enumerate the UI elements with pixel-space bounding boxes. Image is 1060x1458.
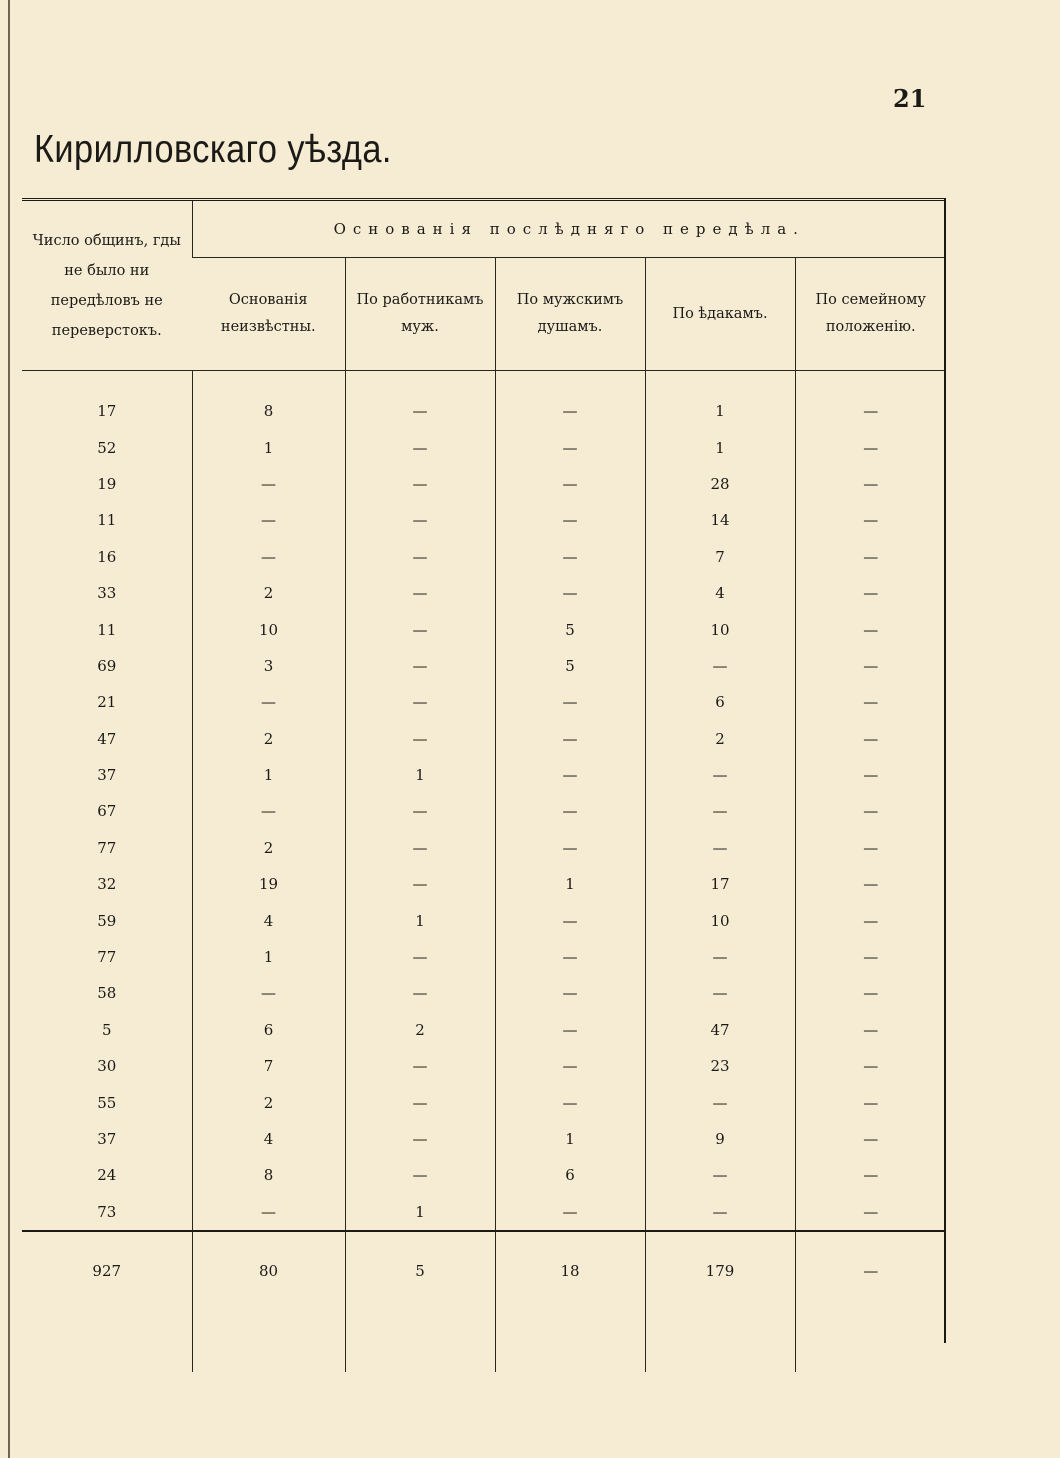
- table-cell: —: [795, 830, 946, 866]
- table-cell: —: [795, 902, 946, 938]
- table-cell: —: [345, 939, 495, 975]
- table-cell: —: [795, 466, 946, 502]
- total-cell: —: [795, 1231, 946, 1372]
- table-cell: 11: [97, 620, 117, 639]
- table-cell: 77: [97, 838, 117, 857]
- table-cell: —: [645, 975, 795, 1011]
- table-cell: 37: [97, 1130, 117, 1148]
- total-cell: 18: [495, 1231, 645, 1372]
- table-cell: 8: [192, 371, 345, 430]
- table-cell: —: [345, 611, 495, 647]
- header-by-male-souls: По мужскимъ душамъ.: [495, 258, 645, 371]
- table-cell: 52: [97, 438, 117, 457]
- table-cell: —: [645, 757, 795, 793]
- table-cell: 1: [345, 1194, 495, 1231]
- table-cell: 58: [97, 984, 117, 1003]
- table-cell: —: [345, 429, 495, 465]
- table-cell: —: [795, 648, 946, 684]
- totals-row: [22, 1231, 946, 1372]
- table-cell: 59: [97, 911, 117, 930]
- table-cell: —: [345, 502, 495, 538]
- table-cell: 1: [645, 371, 795, 430]
- table-cell: 17: [645, 866, 795, 902]
- table-cell: —: [495, 902, 645, 938]
- table-cell: —: [495, 684, 645, 720]
- table-cell: —: [345, 721, 495, 757]
- table-cell: —: [795, 502, 946, 538]
- total-cell: 5: [345, 1231, 495, 1372]
- table-cell: —: [192, 539, 345, 575]
- total-cell: 179: [645, 1231, 795, 1372]
- table-cell: 2: [192, 830, 345, 866]
- table-cell: —: [192, 502, 345, 538]
- header-by-male-workers: По работникамъ муж.: [345, 258, 495, 371]
- table-cell: 30: [97, 1057, 117, 1076]
- table-cell: 5: [101, 1020, 112, 1039]
- table-cell: —: [795, 793, 946, 829]
- table-cell: —: [645, 830, 795, 866]
- table-cell: —: [345, 539, 495, 575]
- table-row: [22, 684, 946, 720]
- table-row: [22, 902, 946, 938]
- table-row: [22, 1157, 946, 1193]
- table-row: [22, 1048, 946, 1084]
- table-cell: —: [495, 1012, 645, 1048]
- table-cell: 7: [645, 539, 795, 575]
- table-cell: —: [645, 1157, 795, 1193]
- table-cell: —: [345, 1048, 495, 1084]
- table-body: [22, 371, 946, 1231]
- table-cell: 1: [645, 429, 795, 465]
- table-cell: —: [345, 1084, 495, 1120]
- table-cell: —: [495, 757, 645, 793]
- table-cell: 1: [192, 939, 345, 975]
- header-by-family-status: По семейному положенію.: [795, 258, 946, 371]
- table-cell: 1: [495, 1121, 645, 1157]
- table-cell: 55: [97, 1093, 117, 1112]
- table-cell: 10: [645, 902, 795, 938]
- table-cell: 16: [97, 547, 117, 566]
- table-cell: 7: [192, 1048, 345, 1084]
- table-cell: 37: [97, 766, 117, 785]
- table-cell: —: [795, 939, 946, 975]
- table-cell: —: [495, 429, 645, 465]
- table-cell: 69: [97, 656, 117, 675]
- table-cell: —: [795, 611, 946, 647]
- table-cell: —: [495, 466, 645, 502]
- table-cell: 17: [97, 402, 117, 421]
- table-cell: —: [795, 684, 946, 720]
- table-row: [22, 539, 946, 575]
- table-cell: —: [495, 939, 645, 975]
- table-cell: —: [345, 866, 495, 902]
- table-row: [22, 757, 946, 793]
- table-cell: 2: [645, 721, 795, 757]
- table-cell: —: [495, 721, 645, 757]
- table-cell: —: [345, 684, 495, 720]
- header-communities-count: Число общинъ, гды не было ни передѣловъ не переверстокъ.: [22, 200, 192, 371]
- table-cell: —: [495, 575, 645, 611]
- table-cell: —: [795, 575, 946, 611]
- table-cell: 4: [192, 1121, 345, 1157]
- table-cell: 1: [192, 429, 345, 465]
- table-row: [22, 793, 946, 829]
- table-cell: 5: [495, 611, 645, 647]
- table-row: [22, 721, 946, 757]
- table-cell: 2: [192, 721, 345, 757]
- table-cell: 47: [97, 729, 117, 748]
- table-cell: —: [345, 975, 495, 1011]
- table-cell: —: [495, 502, 645, 538]
- table-row: [22, 429, 946, 465]
- table-cell: —: [645, 793, 795, 829]
- table-row: [22, 1012, 946, 1048]
- table-cell: —: [795, 371, 946, 430]
- page-number: 21: [893, 84, 927, 113]
- table-row: [22, 1121, 946, 1157]
- statistics-table: [22, 198, 946, 1372]
- table-row: [22, 466, 946, 502]
- table-row: [22, 1194, 946, 1231]
- table-cell: —: [192, 1194, 345, 1231]
- table-cell: —: [795, 1194, 946, 1231]
- table-cell: 10: [645, 611, 795, 647]
- table-cell: —: [645, 648, 795, 684]
- total-cell: 80: [192, 1231, 345, 1372]
- table-cell: 3: [192, 648, 345, 684]
- table-cell: 8: [192, 1157, 345, 1193]
- table-cell: 4: [192, 902, 345, 938]
- table-row: [22, 575, 946, 611]
- table-cell: —: [795, 539, 946, 575]
- table-cell: —: [795, 975, 946, 1011]
- table-row: [22, 502, 946, 538]
- table-row: [22, 830, 946, 866]
- table-cell: 1: [345, 757, 495, 793]
- table-cell: —: [345, 1157, 495, 1193]
- table-cell: —: [795, 1121, 946, 1157]
- table-row: [22, 866, 946, 902]
- table-cell: 67: [97, 802, 117, 821]
- table-cell: 33: [97, 584, 117, 603]
- table-cell: —: [795, 1157, 946, 1193]
- table-cell: —: [192, 793, 345, 829]
- total-cell: 927: [22, 1231, 192, 1372]
- table-cell: —: [645, 1194, 795, 1231]
- table-cell: 6: [192, 1012, 345, 1048]
- table-cell: 47: [645, 1012, 795, 1048]
- table-cell: 6: [495, 1157, 645, 1193]
- table-cell: —: [795, 866, 946, 902]
- table-cell: —: [495, 975, 645, 1011]
- table-cell: —: [345, 648, 495, 684]
- table-row: [22, 1084, 946, 1120]
- table-cell: —: [192, 466, 345, 502]
- table-cell: —: [192, 684, 345, 720]
- table-cell: —: [345, 466, 495, 502]
- table-cell: —: [495, 371, 645, 430]
- table-cell: 14: [645, 502, 795, 538]
- table-cell: 21: [97, 693, 117, 712]
- table-cell: 5: [495, 648, 645, 684]
- table-cell: 32: [97, 875, 117, 894]
- table-cell: —: [345, 575, 495, 611]
- table-cell: 9: [645, 1121, 795, 1157]
- table-cell: 1: [192, 757, 345, 793]
- table-cell: 2: [192, 1084, 345, 1120]
- table-cell: 6: [645, 684, 795, 720]
- table-cell: 73: [97, 1202, 117, 1221]
- header-basis-unknown: Основанія неизвѣстны.: [192, 258, 345, 371]
- table-cell: —: [795, 1084, 946, 1120]
- table-cell: —: [495, 793, 645, 829]
- table-cell: 19: [192, 866, 345, 902]
- table-row: [22, 611, 946, 647]
- table-cell: —: [495, 830, 645, 866]
- table-cell: 28: [645, 466, 795, 502]
- page-title: Кирилловскаго уѣзда.: [34, 128, 392, 171]
- table-cell: —: [345, 371, 495, 430]
- table-cell: —: [495, 1048, 645, 1084]
- table-cell: —: [345, 830, 495, 866]
- table-cell: —: [645, 1084, 795, 1120]
- table-cell: —: [795, 1048, 946, 1084]
- table-cell: 1: [495, 866, 645, 902]
- table-cell: —: [345, 793, 495, 829]
- header-by-eaters: По ѣдакамъ.: [645, 258, 795, 371]
- table-cell: 77: [97, 948, 117, 967]
- table-cell: 23: [645, 1048, 795, 1084]
- table-cell: —: [795, 721, 946, 757]
- table-row: [22, 939, 946, 975]
- table-cell: —: [495, 1084, 645, 1120]
- table-cell: 10: [192, 611, 345, 647]
- table-cell: —: [495, 539, 645, 575]
- table-cell: 2: [345, 1012, 495, 1048]
- page-edge-rule: [8, 0, 10, 1458]
- table-row: [22, 975, 946, 1011]
- table-row: [22, 371, 946, 430]
- table-cell: —: [795, 757, 946, 793]
- table-cell: 19: [97, 474, 117, 493]
- table-row: [22, 648, 946, 684]
- table-cell: 1: [345, 902, 495, 938]
- table-cell: —: [495, 1194, 645, 1231]
- table-cell: —: [192, 975, 345, 1011]
- table-cell: —: [795, 429, 946, 465]
- table-cell: 11: [97, 511, 117, 530]
- header-redistribution-basis: Основанія послѣдняго передѣла.: [192, 200, 946, 258]
- table-cell: 2: [192, 575, 345, 611]
- table-cell: 4: [645, 575, 795, 611]
- table-cell: —: [795, 1012, 946, 1048]
- table-cell: —: [645, 939, 795, 975]
- table-cell: 24: [97, 1166, 117, 1185]
- table-right-rule: [944, 198, 946, 1343]
- table-cell: —: [345, 1121, 495, 1157]
